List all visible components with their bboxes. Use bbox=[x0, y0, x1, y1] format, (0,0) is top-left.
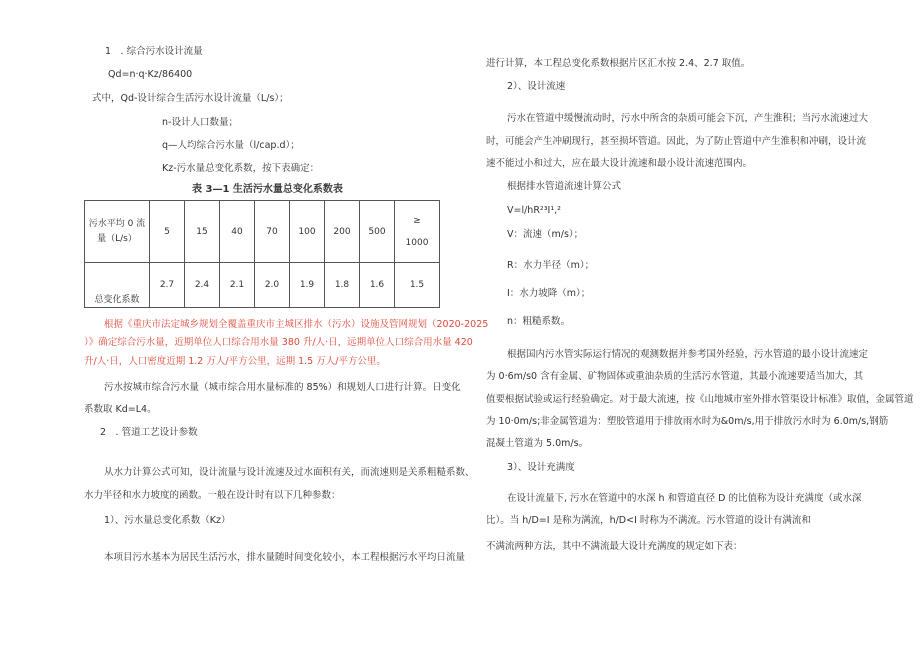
paragraph-line: 本项目污水基本为居民生活污水，排水量随时间变化较小，本工程根据污水平均日流量 bbox=[104, 552, 466, 563]
paragraph-line: 系数取 Kd=L4。 bbox=[84, 404, 157, 415]
section-1-heading: 1 . 综合污水设计流量 bbox=[105, 46, 203, 57]
table-cell-flow: 5 bbox=[150, 201, 185, 263]
paragraph-line: 混凝土管道为 5.0m/s。 bbox=[486, 438, 589, 449]
subsection-heading: 3）、设计充满度 bbox=[507, 462, 575, 473]
paragraph-line: 根据排水管道流速计算公式 bbox=[507, 181, 622, 192]
table-title: 表 3—1 生活污水量总变化系数表 bbox=[192, 184, 343, 195]
table-cell-flow: 70 bbox=[255, 201, 290, 263]
formula-def-n: n-设计人口数量； bbox=[162, 117, 238, 128]
formula-qd: Qd=n·q·Kz/86400 bbox=[108, 69, 193, 80]
flow-last-symbol: ≥ bbox=[413, 215, 421, 226]
paragraph-line: 水力半径和水力坡度的函数。一般在设计时有以下几种参数： bbox=[84, 490, 341, 501]
flow-last-value: 1000 bbox=[405, 237, 429, 248]
formula-def-q: q—人均综合污水量（l/cap.d）； bbox=[162, 140, 300, 151]
paragraph-line: 值要根据试验或运行经验确定。对于最大流速，按《山地城市室外排水管渠设计标准》取值，金属管道 bbox=[486, 394, 914, 405]
table-cell-coef: 1.9 bbox=[290, 263, 325, 308]
table-cell-flow: 500 bbox=[360, 201, 395, 263]
table-cell-coef: 1.6 bbox=[360, 263, 395, 308]
paragraph-line: 比）。当 h/D=I 是称为满流，h/D<I 时称为不满流。污水管道的设计有满流和 bbox=[486, 515, 811, 526]
table-cell-flow: 100 bbox=[290, 201, 325, 263]
formula-def-qd: 式中，Qd-设计综合生活污水设计流量（L/s）； bbox=[92, 93, 289, 104]
red-paragraph-line1: 根据《重庆市法定城乡规划全覆盖重庆市主城区排水（污水）设施及管网规划（2020-2025 bbox=[104, 319, 489, 330]
formula-def-i: I：水力坡降（m）； bbox=[507, 288, 591, 299]
table-cell-flow: 40 bbox=[220, 201, 255, 263]
subsection-heading: 1）、污水量总变化系数（Kz） bbox=[104, 515, 231, 526]
paragraph-line: 速不能过小和过大，应在最大设计流速和最小设计流速范围内。 bbox=[486, 158, 753, 169]
paragraph-line: 从水力计算公式可知，设计流量与设计流速及过水面积有关，而流速则是关系粗糙系数、 bbox=[104, 467, 475, 478]
formula-def-r: R：水力半径（m）； bbox=[507, 260, 595, 271]
paragraph-line: 时，可能会产生冲刷现行，甚至损坏管道。因此，为了防止管道中产生淮积和冲刷，设计流 bbox=[486, 136, 867, 147]
coefficient-table bbox=[84, 200, 440, 308]
table-cell-flow-last bbox=[395, 201, 440, 263]
formula-def-kz: Kz-污水量总变化系数，按下表确定： bbox=[162, 163, 320, 174]
formula-def-v: V：流速（m/s）； bbox=[507, 229, 584, 240]
header-flow-line2: 量（L/s） bbox=[97, 233, 137, 244]
red-paragraph-line3: 升/人·日，人口密度近期 1.2 万人/平方公里，远期 1.5 万人/平方公里。 bbox=[84, 356, 386, 367]
paragraph-line: 进行计算，本工程总变化系数根据片区汇水按 2.4、2.7 取值。 bbox=[486, 58, 751, 69]
subsection-heading: 2）、设计流速 bbox=[507, 81, 566, 92]
table-cell-coef: 2.0 bbox=[255, 263, 290, 308]
table-cell-coef: 2.7 bbox=[150, 263, 185, 308]
table-header-flow bbox=[85, 201, 150, 263]
paragraph-line: 为 10·0m/s;非金属管道为：塑胶管道用于排放雨水时为&0m/s,用于排放污水时为 6.0m/s,钢筋 bbox=[486, 416, 889, 427]
formula-velocity: V=l/hR²³I¹,² bbox=[507, 205, 561, 216]
table-cell-flow: 200 bbox=[325, 201, 360, 263]
formula-def-n: n：粗糙系数。 bbox=[507, 316, 571, 327]
paragraph-line: 根据国内污水管实际运行情况的观测数据并参考国外经验，污水管道的最小设计流速定 bbox=[507, 349, 869, 360]
table-header-coef: 总变化系数 bbox=[85, 263, 150, 308]
red-paragraph-line2: ）》确定综合污水量，近期单位人口综合用水量 380 升/人·日，远期单位人口综合用水量 420 bbox=[84, 337, 473, 348]
paragraph-line: 不满流两种方法，其中不满流最大设计充满度的规定如下表： bbox=[486, 541, 743, 552]
paragraph-line: 在设计流量下, 污水在管道中的水深 h 和管道直径 D 的比值称为设计充满度（或水深 bbox=[507, 493, 862, 504]
paragraph-line: 污水在管道中缓慢流动时，污水中所含的杂质可能会下沉，产生淮积；当污水流速过大 bbox=[507, 113, 869, 124]
table-cell-flow: 15 bbox=[185, 201, 220, 263]
table-cell-coef: 1.5 bbox=[395, 263, 440, 308]
paragraph-line: 为 0·6m/s0 含有金属、矿物固体或重油杂质的生活污水管道，其最小流速要适当加大，其 bbox=[486, 371, 864, 382]
table-row-coef bbox=[85, 263, 440, 308]
section-2-heading: 2 . 管道工艺设计参数 bbox=[100, 427, 198, 438]
table-row-flow bbox=[85, 201, 440, 263]
table-cell-coef: 2.1 bbox=[220, 263, 255, 308]
table-cell-coef: 2.4 bbox=[185, 263, 220, 308]
header-flow-line1: 污水平均 0 流 bbox=[88, 218, 146, 229]
paragraph-line: 污水按城市综合污水量（城市综合用水量标准的 85%）和规划人口进行计算。日变化 bbox=[104, 382, 461, 393]
table-cell-coef: 1.8 bbox=[325, 263, 360, 308]
